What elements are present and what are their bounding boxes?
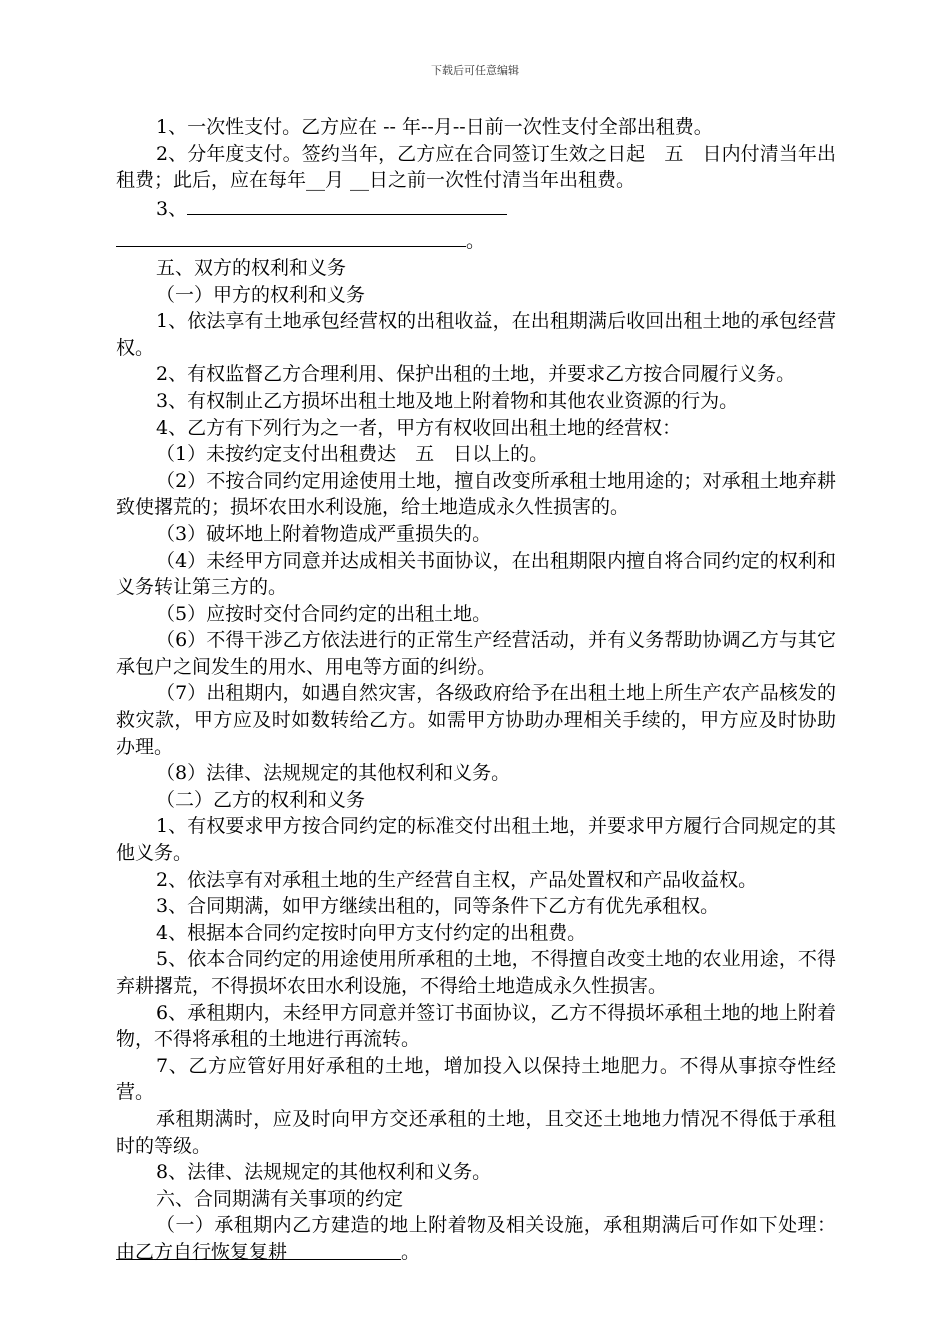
- document-body: [116, 114, 836, 1266]
- paragraph: 8、法律、法规规定的其他权利和义务。: [156, 1161, 492, 1184]
- paragraph: 3、有权制止乙方损坏出租土地及地上附着物和其他农业资源的行为。: [156, 389, 739, 412]
- paragraph: 2、有权监督乙方合理利用、保护出租的土地，并要求乙方按合同履行义务。: [156, 363, 796, 386]
- paragraph: 2、分年度支付。签约当年，乙方应在合同签订生效之日起 五 日内付清当年出租费；此后，应在每年__月 __日之前一次性付清当年出租费。: [116, 142, 836, 192]
- paragraph: 6、承租期内，未经甲方同意并签订书面协议，乙方不得损坏承租土地的地上附着物，不得将承租的土地进行再流转。: [116, 1001, 836, 1051]
- blank-underline: [116, 226, 466, 247]
- paragraph: （7）出租期内，如遇自然灾害，各级政府给予在出租土地上所生产农产品核发的救灾款，甲方应及时如数转给乙方。如需甲方协助办理相关手续的，甲方应及时协助办理。: [116, 682, 836, 758]
- paragraph: 1、有权要求甲方按合同约定的标准交付出租土地，并要求甲方履行合同规定的其他义务。: [116, 815, 836, 865]
- blank-underline: [187, 194, 507, 215]
- paragraph: （4）未经甲方同意并达成相关书面协议，在出租期限内擅自将合同约定的权利和义务转让第三方的。: [116, 549, 836, 599]
- section-heading: 六、合同期满有关事项的约定: [156, 1187, 404, 1210]
- paragraph: 2、依法享有对承租土地的生产经营自主权，产品处置权和产品收益权。: [156, 868, 758, 891]
- paragraph: 7、乙方应管好用好承租的土地，增加投入以保持土地肥力。不得从事掠夺性经营。: [116, 1054, 836, 1104]
- paragraph: [116, 226, 836, 255]
- paragraph: （8）法律、法规规定的其他权利和义务。: [156, 762, 511, 785]
- paragraph: （3）破坏地上附着物造成严重损失的。: [156, 522, 492, 545]
- paragraph: 4、根据本合同约定按时向甲方支付约定的出租费。: [156, 921, 587, 944]
- paragraph: [116, 1212, 836, 1265]
- period: 。: [401, 1240, 421, 1263]
- subsection-heading: （二）乙方的权利和义务: [156, 788, 366, 811]
- paragraph: （1）未按约定支付出租费达 五 日以上的。: [156, 443, 549, 466]
- paragraph: 5、依本合同约定的用途使用所承租的土地，不得擅自改变土地的农业用途，不得弃耕撂荒，不得损坏农田水利设施，不得给土地造成永久性损害。: [116, 948, 836, 997]
- paragraph-text: （一）承租期内乙方建造的地上附着物及相关设施，承租期满后可作如下处理：: [156, 1214, 836, 1237]
- paragraph: （5）应按时交付合同约定的出租土地。: [156, 602, 492, 625]
- paragraph: （6）不得干涉乙方依法进行的正常生产经营活动，并有义务帮助协调乙方与其它承包户之间发生的用水、用电等方面的纠纷。: [116, 629, 836, 678]
- period: 。: [466, 230, 486, 253]
- filled-text: 由乙方自行恢复复耕: [116, 1240, 288, 1263]
- paragraph: 3、合同期满，如甲方继续出租的，同等条件下乙方有优先承租权。: [156, 895, 720, 918]
- section-heading: 五、双方的权利和义务: [156, 256, 347, 279]
- paragraph: 1、一次性支付。乙方应在 -- 年--月--日前一次性支付全部出租费。: [156, 116, 713, 138]
- paragraph: [116, 194, 836, 223]
- paragraph: 4、乙方有下列行为之一者，甲方有权收回出租土地的经营权：: [156, 416, 682, 439]
- paragraph: （2）不按合同约定用途使用土地，擅自改变所承租士地用途的；对承租土地弃耕致使撂荒的；损坏农田水利设施，给土地造成永久性损害的。: [116, 469, 836, 519]
- paragraph: 1、依法享有土地承包经营权的出租收益，在出租期满后收回出租土地的承包经营权。: [116, 310, 836, 359]
- filled-value: [116, 1241, 401, 1263]
- paragraph: 承租期满时，应及时向甲方交还承租的土地，且交还土地地力情况不得低于承租时的等级。: [116, 1107, 836, 1157]
- subsection-heading: （一）甲方的权利和义务: [156, 283, 366, 306]
- page-header: 下载后可任意编辑: [431, 64, 519, 77]
- item-number: 3、: [156, 197, 188, 220]
